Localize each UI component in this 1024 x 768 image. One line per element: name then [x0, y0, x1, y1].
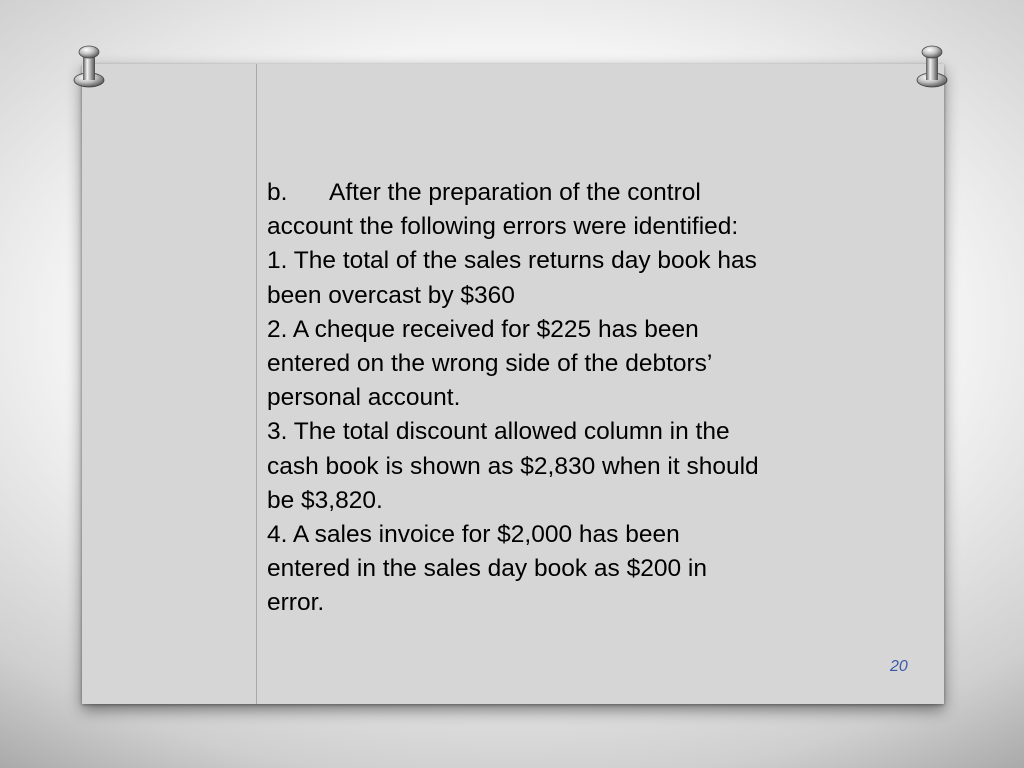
error-item-4: 4. A sales invoice for $2,000 has been entered in the sales day book as $200 in error.: [267, 521, 707, 617]
intro-paragraph: [267, 176, 767, 244]
error-item-1: 1. The total of the sales returns day book has been overcast by $360: [267, 247, 757, 309]
intro-text: After the preparation of the control account the following errors were identified:: [267, 179, 739, 241]
page-number: 20: [890, 658, 908, 675]
margin-line: [256, 64, 257, 704]
slide-body: [267, 176, 767, 621]
error-item-3: 3. The total discount allowed column in the cash book is shown as $2,830 when it should be $3,820.: [267, 418, 759, 514]
pushpin-icon: [913, 40, 951, 90]
error-item-2: 2. A cheque received for $225 has been entered on the wrong side of the debtors’ personal account.: [267, 315, 712, 412]
intro-marker: b.: [267, 179, 288, 206]
pushpin-icon: [70, 40, 108, 90]
